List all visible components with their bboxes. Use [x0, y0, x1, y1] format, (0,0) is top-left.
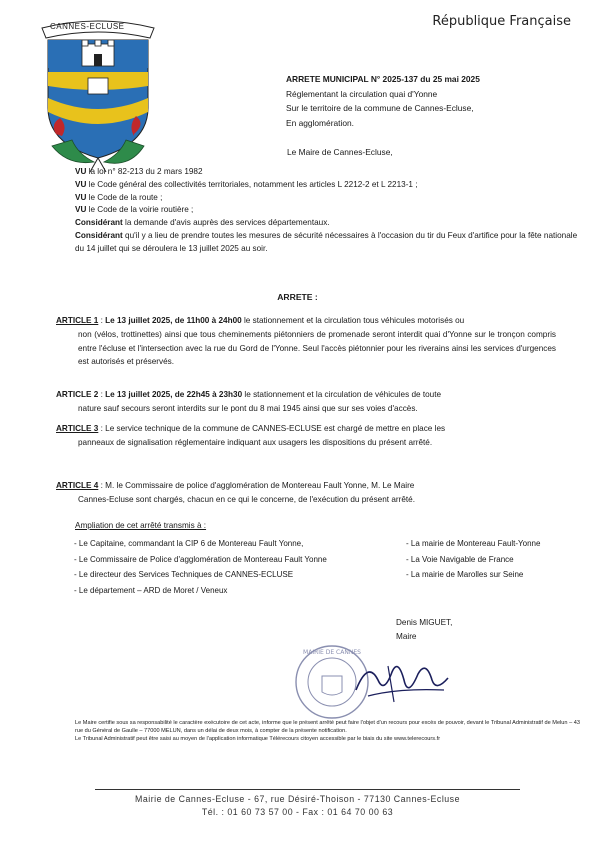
legal-paragraph: Le Maire certifie sous sa responsabilité le caractère exécutoire de cet acte, informe que le présent arrêté peut faire l'objet d'un recours pour excès de pouvoir, devant le Tribunal Administratif de Melun – 43 rue du Général de Gaulle – 77000 MELUN, dans un délai de deux mois, à compter de la présente notification.: [75, 720, 580, 735]
visa-line: Considérant la demande d'avis auprès des services départementaux.: [75, 218, 330, 228]
ampliation-title: Ampliation de cet arrêté transmis à :: [75, 521, 207, 530]
article-body: Cannes-Ecluse sont chargés, chacun en ce qui le concerne, de l'exécution du présent arrêté.: [78, 494, 415, 504]
article-body: panneaux de signalisation réglementaire indiquant aux usagers les dispositions du présent arrêté.: [78, 437, 433, 447]
article-2: ARTICLE 2 : Le 13 juillet 2025, de 22h45 à 23h30 le stationnement et la circulation de véhicules de toute nature sauf secours seront interdits sur le pont du 8 mai 1945 ainsi que sur ses voies d'accès.: [56, 388, 556, 416]
signature: [348, 650, 458, 710]
list-item: - La Voie Navigable de France: [406, 554, 514, 564]
decree-number: ARRETE MUNICIPAL N° 2025-137 du 25 mai 2025: [286, 74, 480, 84]
signatory-name: Denis MIGUET,: [396, 618, 453, 627]
arrete-heading: ARRETE :: [277, 292, 318, 302]
article-body: nature sauf secours seront interdits sur le pont du 8 mai 1945 ainsi que sur ses voies d'accès.: [78, 403, 418, 413]
list-item: - La mairie de Marolles sur Seine: [406, 570, 524, 579]
footer-divider: [95, 789, 520, 790]
signatory: [396, 616, 452, 644]
decree-subject: Réglementant la circulation quai d'Yonne: [286, 88, 438, 99]
legal-paragraph: Le Tribunal Administratif peut être saisi au moyen de l'application informatique Télérecours citoyen accessible par le biais du site www.telerecours.fr: [75, 736, 441, 743]
decree-territory: Sur le territoire de la commune de Cannes-Ecluse,: [286, 103, 474, 113]
decree-title-block: [286, 72, 576, 130]
article-3: ARTICLE 3 : Le service technique de la commune de CANNES-ECLUSE est chargé de mettre en place les panneaux de signalisation réglementaire indiquant aux usagers les dispositions du présent arrêté.: [56, 422, 556, 450]
footer-phone: Tél. : 01 60 73 57 00 - Fax : 01 64 70 00 63: [201, 807, 394, 817]
municipal-crest: [38, 16, 158, 174]
republic-label: République Française: [432, 14, 571, 29]
ampliation-list-left: [74, 536, 327, 598]
svg-text:MAIRIE DE CANNES: MAIRIE DE CANNES: [303, 649, 361, 656]
footer-address: Mairie de Cannes-Ecluse - 67, rue Désiré-Thoison - 77130 Cannes-Ecluse: [135, 794, 460, 804]
visas-block: [75, 166, 580, 256]
visa-line: Considérant qu'il y a lieu de prendre toutes les mesures de sécurité nécessaires à l'occasion du tir du Feux d'artifice pour la fête nationale du 14 juillet qui se déroulera le 13 juillet 2025 au soir.: [75, 230, 578, 253]
signatory-role: Maire: [396, 632, 417, 641]
decree-zone: En agglomération.: [286, 117, 354, 128]
article-4: ARTICLE 4 : M. le Commissaire de police d'agglomération de Montereau Fault Yonne, M. Le Maire Cannes-Ecluse sont chargés, chacun en ce qui le concerne, de l'exécution du présent arrêté.: [56, 479, 556, 507]
visa-line: VU le Code général des collectivités territoriales, notamment les articles L 2212-2 et L 2213-1 ;: [75, 179, 418, 189]
crest-banner-text: CANNES-ECLUSE: [50, 22, 125, 31]
article-label: ARTICLE 3: [56, 424, 99, 433]
article-1: ARTICLE 1 : Le 13 juillet 2025, de 11h00 à 24h00 le stationnement et la circulation tous véhicules motorisés ou non (vélos, trottinettes) ainsi que tous cheminements piétonniers de promenade seront interdit quai d'Yonne sur le tronçon compris entre l'écluse et l'intersection avec la rue du Gord de l'Yonne. Seul l'accès piétonnier pour les riverains ainsi les services d'urgences est autorisés et préservés.: [56, 314, 556, 369]
article-label: ARTICLE 2: [56, 390, 99, 399]
list-item: - Le Commissaire de Police d'agglomération de Montereau Fault Yonne: [74, 554, 327, 564]
visa-line: VU le Code de la route ;: [75, 192, 163, 202]
list-item: - Le département – ARD de Moret / Veneux: [74, 585, 228, 595]
visa-line: VU la loi n° 82-213 du 2 mars 1982: [75, 167, 203, 176]
ampliation-list-right: [406, 536, 540, 583]
visa-line: VU le Code de la voirie routière ;: [75, 205, 194, 215]
article-label: ARTICLE 1: [56, 316, 99, 325]
legal-notice: [75, 719, 580, 744]
list-item: - Le Capitaine, commandant la CIP 6 de Montereau Fault Yonne,: [74, 539, 304, 548]
article-label: ARTICLE 4: [56, 481, 99, 490]
list-item: - La mairie de Montereau Fault-Yonne: [406, 539, 541, 548]
list-item: - Le directeur des Services Techniques de CANNES-ECLUSE: [74, 570, 294, 579]
article-body: non (vélos, trottinettes) ainsi que tous cheminements piétonniers de promenade seront interdit quai d'Yonne sur le tronçon compris entre l'écluse et l'intersection avec la rue du Gord de l'Yonne. Seul l'accès piétonnier pour les riverains ainsi les services d'urgences est autorisés et préservés.: [78, 329, 556, 367]
maire-intro: Le Maire de Cannes-Ecluse,: [287, 147, 393, 157]
